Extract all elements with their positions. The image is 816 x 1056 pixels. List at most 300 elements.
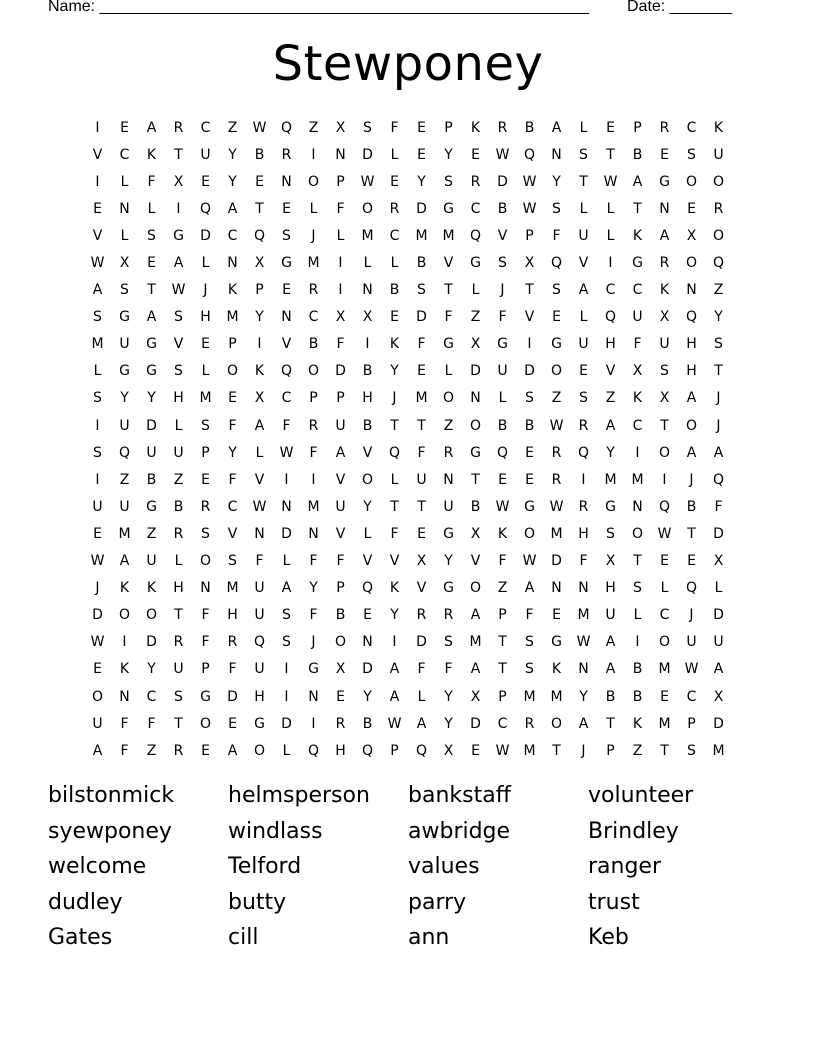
grid-letter: K bbox=[497, 525, 508, 542]
grid-letter: M bbox=[415, 390, 428, 407]
grid-letter: W bbox=[549, 498, 564, 515]
grid-letter: T bbox=[579, 173, 588, 190]
grid-letter: G bbox=[551, 634, 562, 651]
word-list-item: volunteer bbox=[588, 783, 694, 808]
grid-letter: Z bbox=[551, 390, 562, 407]
grid-letter: E bbox=[93, 525, 102, 542]
grid-letter: L bbox=[444, 363, 453, 380]
grid-letter: L bbox=[417, 688, 426, 705]
grid-letter: F bbox=[309, 553, 318, 570]
grid-letter: U bbox=[173, 444, 184, 461]
grid-letter: Q bbox=[253, 227, 266, 244]
word-list-item: syewponey bbox=[48, 818, 172, 844]
grid-letter: L bbox=[606, 227, 615, 244]
grid-letter: N bbox=[281, 498, 292, 515]
grid-letter: X bbox=[632, 363, 643, 380]
grid-letter: V bbox=[389, 553, 400, 570]
grid-letter: T bbox=[255, 200, 264, 217]
grid-letter: G bbox=[443, 336, 454, 353]
grid-letter: A bbox=[713, 661, 724, 678]
grid-letter: I bbox=[662, 471, 667, 488]
grid-letter: A bbox=[713, 444, 724, 461]
grid-letter: V bbox=[254, 471, 265, 488]
grid-letter: I bbox=[338, 282, 343, 299]
grid-letter: S bbox=[660, 363, 669, 380]
grid-letter: L bbox=[579, 200, 588, 217]
grid-letter: V bbox=[362, 553, 373, 570]
grid-letter: L bbox=[174, 417, 183, 434]
letter-grid bbox=[84, 114, 732, 764]
grid-letter: I bbox=[311, 471, 316, 488]
grid-letter: E bbox=[201, 336, 210, 353]
grid-letter: A bbox=[686, 390, 697, 407]
word-list-item: parry bbox=[408, 889, 467, 915]
grid-letter: Y bbox=[552, 173, 561, 190]
grid-letter: H bbox=[686, 363, 697, 380]
grid-letter: A bbox=[632, 173, 643, 190]
grid-letter: R bbox=[659, 119, 670, 136]
grid-letter: L bbox=[201, 363, 210, 380]
grid-letter: L bbox=[471, 282, 480, 299]
grid-letter: B bbox=[524, 417, 535, 434]
grid-letter: T bbox=[606, 715, 615, 732]
word-list-item: Gates bbox=[48, 925, 113, 950]
grid-letter: Q bbox=[469, 227, 482, 244]
grid-letter: L bbox=[201, 255, 210, 272]
grid-letter: O bbox=[307, 173, 320, 190]
grid-letter: E bbox=[228, 390, 237, 407]
grid-letter: G bbox=[254, 715, 265, 732]
grid-letter: B bbox=[146, 471, 157, 488]
grid-letter: Y bbox=[444, 715, 453, 732]
grid-letter: N bbox=[551, 580, 562, 597]
grid-letter: D bbox=[470, 363, 481, 380]
grid-letter: Y bbox=[390, 607, 399, 624]
grid-letter: L bbox=[363, 525, 372, 542]
grid-letter: F bbox=[228, 471, 237, 488]
grid-letter: G bbox=[173, 227, 184, 244]
grid-letter: S bbox=[201, 525, 210, 542]
grid-letter: S bbox=[282, 607, 291, 624]
grid-letter: E bbox=[579, 363, 588, 380]
word-list-item: butty bbox=[228, 889, 287, 915]
grid-letter: F bbox=[390, 119, 399, 136]
grid-letter: Z bbox=[146, 742, 157, 759]
grid-letter: P bbox=[336, 173, 345, 190]
grid-letter: Z bbox=[605, 390, 616, 407]
grid-letter: E bbox=[552, 309, 561, 326]
grid-letter: Q bbox=[496, 444, 509, 461]
grid-letter: O bbox=[712, 227, 725, 244]
grid-letter: V bbox=[578, 255, 589, 272]
grid-letter: J bbox=[581, 742, 586, 759]
grid-letter: X bbox=[524, 255, 535, 272]
grid-letter: Z bbox=[497, 580, 508, 597]
grid-letter: S bbox=[525, 390, 534, 407]
grid-letter: X bbox=[659, 390, 670, 407]
grid-letter: O bbox=[658, 634, 671, 651]
grid-letter: B bbox=[632, 688, 643, 705]
grid-letter: G bbox=[119, 363, 130, 380]
grid-letter: U bbox=[497, 363, 508, 380]
grid-letter: O bbox=[442, 390, 455, 407]
grid-letter: H bbox=[362, 390, 373, 407]
grid-letter: N bbox=[254, 525, 265, 542]
grid-letter: E bbox=[525, 444, 534, 461]
grid-letter: W bbox=[90, 255, 105, 272]
grid-letter: L bbox=[120, 227, 129, 244]
grid-letter: N bbox=[578, 580, 589, 597]
grid-letter: L bbox=[390, 255, 399, 272]
grid-letter: N bbox=[308, 688, 319, 705]
grid-letter: Q bbox=[280, 363, 293, 380]
grid-letter: E bbox=[93, 661, 102, 678]
grid-letter: G bbox=[443, 200, 454, 217]
grid-letter: I bbox=[95, 417, 100, 434]
grid-letter: E bbox=[606, 119, 615, 136]
grid-letter: Q bbox=[361, 580, 374, 597]
grid-letter: M bbox=[658, 661, 671, 678]
grid-letter: Y bbox=[606, 444, 615, 461]
grid-letter: R bbox=[524, 715, 535, 732]
grid-letter: N bbox=[335, 146, 346, 163]
grid-letter: I bbox=[284, 688, 289, 705]
grid-letter: P bbox=[201, 444, 210, 461]
grid-letter: S bbox=[525, 661, 534, 678]
grid-letter: F bbox=[417, 661, 426, 678]
grid-letter: B bbox=[686, 498, 697, 515]
grid-letter: U bbox=[335, 498, 346, 515]
grid-letter: D bbox=[713, 525, 724, 542]
grid-letter: R bbox=[551, 444, 562, 461]
grid-letter: I bbox=[338, 255, 343, 272]
grid-letter: R bbox=[551, 471, 562, 488]
grid-letter: S bbox=[174, 309, 183, 326]
grid-letter: D bbox=[497, 173, 508, 190]
grid-letter: V bbox=[605, 363, 616, 380]
grid-letter: M bbox=[226, 309, 239, 326]
grid-letter: E bbox=[417, 363, 426, 380]
grid-letter: O bbox=[226, 363, 239, 380]
grid-letter: A bbox=[281, 580, 292, 597]
grid-letter: B bbox=[362, 715, 373, 732]
grid-letter: W bbox=[360, 173, 375, 190]
grid-letter: F bbox=[336, 553, 345, 570]
grid-letter: B bbox=[497, 200, 508, 217]
grid-letter: R bbox=[389, 200, 400, 217]
grid-letter: J bbox=[392, 390, 397, 407]
grid-letter: T bbox=[633, 200, 642, 217]
grid-letter: V bbox=[470, 553, 481, 570]
grid-letter: I bbox=[284, 471, 289, 488]
grid-letter: A bbox=[605, 661, 616, 678]
grid-letter: K bbox=[632, 390, 643, 407]
grid-letter: O bbox=[631, 525, 644, 542]
grid-letter: X bbox=[686, 227, 697, 244]
grid-letter: P bbox=[498, 688, 507, 705]
grid-letter: M bbox=[469, 634, 482, 651]
grid-letter: Y bbox=[444, 553, 453, 570]
grid-letter: O bbox=[550, 715, 563, 732]
grid-letter: P bbox=[390, 742, 399, 759]
grid-letter: Q bbox=[361, 742, 374, 759]
grid-letter: V bbox=[281, 336, 292, 353]
grid-letter: P bbox=[336, 390, 345, 407]
grid-letter: L bbox=[660, 580, 669, 597]
grid-letter: K bbox=[632, 227, 643, 244]
grid-letter: Q bbox=[604, 309, 617, 326]
grid-letter: V bbox=[416, 580, 427, 597]
grid-letter: H bbox=[173, 580, 184, 597]
grid-letter: S bbox=[282, 634, 291, 651]
grid-letter: G bbox=[470, 255, 481, 272]
grid-letter: S bbox=[93, 390, 102, 407]
grid-letter: L bbox=[633, 607, 642, 624]
grid-letter: S bbox=[498, 255, 507, 272]
grid-letter: F bbox=[228, 661, 237, 678]
grid-letter: O bbox=[91, 688, 104, 705]
grid-letter: H bbox=[686, 336, 697, 353]
grid-letter: A bbox=[605, 634, 616, 651]
grid-letter: A bbox=[173, 255, 184, 272]
grid-letter: L bbox=[282, 742, 291, 759]
grid-letter: F bbox=[552, 227, 561, 244]
grid-letter: V bbox=[335, 471, 346, 488]
grid-letter: U bbox=[416, 471, 427, 488]
word-list-item: values bbox=[408, 854, 480, 879]
grid-letter: T bbox=[606, 146, 615, 163]
grid-letter: T bbox=[390, 417, 399, 434]
grid-letter: M bbox=[415, 227, 428, 244]
grid-letter: Q bbox=[523, 146, 536, 163]
grid-letter: Z bbox=[308, 119, 319, 136]
grid-letter: A bbox=[227, 742, 238, 759]
grid-letter: I bbox=[392, 634, 397, 651]
grid-letter: S bbox=[201, 417, 210, 434]
grid-letter: G bbox=[659, 173, 670, 190]
grid-letter: R bbox=[578, 498, 589, 515]
grid-letter: F bbox=[147, 173, 156, 190]
grid-letter: O bbox=[361, 471, 374, 488]
grid-letter: F bbox=[579, 553, 588, 570]
grid-letter: D bbox=[227, 688, 238, 705]
grid-letter: R bbox=[470, 173, 481, 190]
grid-letter: C bbox=[146, 688, 157, 705]
grid-letter: N bbox=[281, 173, 292, 190]
grid-letter: R bbox=[308, 417, 319, 434]
grid-letter: T bbox=[390, 498, 399, 515]
grid-letter: Z bbox=[443, 417, 454, 434]
grid-letter: K bbox=[119, 580, 130, 597]
grid-letter: W bbox=[495, 146, 510, 163]
grid-letter: U bbox=[254, 580, 265, 597]
grid-letter: W bbox=[603, 173, 618, 190]
grid-letter: K bbox=[659, 282, 670, 299]
grid-letter: X bbox=[173, 173, 184, 190]
grid-letter: W bbox=[252, 119, 267, 136]
grid-letter: M bbox=[577, 607, 590, 624]
grid-letter: E bbox=[282, 282, 291, 299]
grid-letter: S bbox=[147, 227, 156, 244]
grid-letter: B bbox=[605, 688, 616, 705]
grid-letter: W bbox=[90, 553, 105, 570]
grid-letter: C bbox=[227, 498, 238, 515]
grid-letter: O bbox=[199, 553, 212, 570]
grid-letter: P bbox=[201, 661, 210, 678]
grid-letter: A bbox=[686, 444, 697, 461]
grid-letter: W bbox=[252, 498, 267, 515]
word-list-item: Telford bbox=[228, 854, 302, 879]
grid-letter: U bbox=[119, 336, 130, 353]
grid-letter: H bbox=[578, 525, 589, 542]
grid-letter: Z bbox=[470, 309, 481, 326]
grid-letter: D bbox=[524, 363, 535, 380]
grid-letter: F bbox=[444, 309, 453, 326]
grid-letter: C bbox=[308, 309, 319, 326]
grid-letter: O bbox=[469, 417, 482, 434]
grid-letter: U bbox=[92, 498, 103, 515]
grid-letter: Q bbox=[388, 444, 401, 461]
grid-letter: O bbox=[469, 580, 482, 597]
grid-letter: F bbox=[228, 417, 237, 434]
grid-letter: L bbox=[147, 200, 156, 217]
grid-letter: X bbox=[335, 309, 346, 326]
grid-letter: V bbox=[227, 525, 238, 542]
grid-letter: D bbox=[713, 607, 724, 624]
grid-letter: S bbox=[606, 525, 615, 542]
grid-letter: A bbox=[92, 742, 103, 759]
grid-letter: I bbox=[311, 715, 316, 732]
grid-letter: J bbox=[689, 471, 694, 488]
grid-letter: X bbox=[470, 688, 481, 705]
grid-letter: H bbox=[254, 688, 265, 705]
grid-letter: G bbox=[443, 525, 454, 542]
grid-letter: R bbox=[659, 255, 670, 272]
grid-letter: M bbox=[442, 227, 455, 244]
grid-letter: R bbox=[578, 417, 589, 434]
grid-letter: R bbox=[173, 119, 184, 136]
grid-letter: C bbox=[200, 119, 211, 136]
grid-letter: T bbox=[174, 607, 183, 624]
grid-letter: F bbox=[255, 553, 264, 570]
grid-letter: S bbox=[525, 634, 534, 651]
grid-letter: W bbox=[522, 553, 537, 570]
grid-letter: O bbox=[253, 742, 266, 759]
grid-letter: P bbox=[336, 580, 345, 597]
grid-letter: L bbox=[255, 444, 264, 461]
grid-letter: E bbox=[363, 607, 372, 624]
grid-letter: U bbox=[335, 417, 346, 434]
grid-letter: S bbox=[552, 282, 561, 299]
grid-letter: W bbox=[387, 715, 402, 732]
grid-letter: S bbox=[282, 227, 291, 244]
grid-letter: V bbox=[92, 227, 103, 244]
grid-letter: F bbox=[336, 336, 345, 353]
grid-letter: T bbox=[147, 282, 156, 299]
grid-letter: F bbox=[282, 417, 291, 434]
grid-letter: E bbox=[660, 553, 669, 570]
grid-letter: R bbox=[497, 119, 508, 136]
grid-letter: E bbox=[417, 119, 426, 136]
grid-letter: W bbox=[549, 417, 564, 434]
grid-letter: Q bbox=[658, 498, 671, 515]
grid-letter: E bbox=[147, 255, 156, 272]
grid-letter: H bbox=[227, 607, 238, 624]
grid-letter: R bbox=[416, 607, 427, 624]
word-list-item: trust bbox=[588, 889, 640, 915]
grid-letter: S bbox=[120, 282, 129, 299]
grid-letter: I bbox=[122, 634, 127, 651]
grid-letter: E bbox=[417, 146, 426, 163]
grid-letter: P bbox=[525, 227, 534, 244]
grid-letter: R bbox=[308, 282, 319, 299]
grid-letter: G bbox=[119, 309, 130, 326]
grid-letter: D bbox=[146, 417, 157, 434]
grid-letter: S bbox=[363, 119, 372, 136]
grid-letter: E bbox=[525, 471, 534, 488]
grid-letter: P bbox=[687, 715, 696, 732]
grid-letter: N bbox=[281, 309, 292, 326]
grid-letter: M bbox=[604, 471, 617, 488]
grid-letter: I bbox=[311, 146, 316, 163]
grid-letter: O bbox=[685, 173, 698, 190]
grid-letter: D bbox=[200, 227, 211, 244]
grid-letter: O bbox=[145, 607, 158, 624]
grid-letter: O bbox=[307, 363, 320, 380]
grid-letter: U bbox=[173, 661, 184, 678]
grid-letter: U bbox=[713, 146, 724, 163]
grid-letter: F bbox=[417, 444, 426, 461]
grid-letter: A bbox=[416, 715, 427, 732]
grid-letter: I bbox=[581, 471, 586, 488]
grid-letter: Z bbox=[173, 471, 184, 488]
grid-letter: G bbox=[605, 498, 616, 515]
grid-letter: Y bbox=[147, 390, 156, 407]
grid-letter: A bbox=[551, 119, 562, 136]
word-list-item: Keb bbox=[588, 925, 629, 950]
grid-letter: Q bbox=[253, 634, 266, 651]
grid-letter: X bbox=[254, 255, 265, 272]
grid-letter: F bbox=[525, 607, 534, 624]
grid-letter: A bbox=[524, 580, 535, 597]
grid-letter: V bbox=[335, 525, 346, 542]
grid-letter: L bbox=[336, 227, 345, 244]
grid-letter: L bbox=[390, 471, 399, 488]
grid-letter: B bbox=[416, 255, 427, 272]
grid-letter: Y bbox=[120, 390, 129, 407]
grid-letter: U bbox=[713, 634, 724, 651]
grid-letter: D bbox=[146, 634, 157, 651]
grid-letter: U bbox=[254, 661, 265, 678]
grid-letter: B bbox=[470, 498, 481, 515]
grid-letter: F bbox=[309, 444, 318, 461]
grid-letter: Y bbox=[417, 173, 426, 190]
name-field: Name: _______________________________________________________ bbox=[48, 0, 589, 15]
grid-letter: B bbox=[308, 336, 319, 353]
grid-letter: N bbox=[578, 661, 589, 678]
grid-letter: R bbox=[200, 498, 211, 515]
grid-letter: U bbox=[605, 607, 616, 624]
grid-letter: X bbox=[335, 661, 346, 678]
grid-letter: I bbox=[365, 336, 370, 353]
grid-letter: K bbox=[146, 146, 157, 163]
grid-letter: O bbox=[550, 363, 563, 380]
grid-letter: N bbox=[362, 634, 373, 651]
grid-letter: F bbox=[336, 200, 345, 217]
grid-letter: E bbox=[201, 173, 210, 190]
grid-letter: X bbox=[470, 336, 481, 353]
grid-letter: Q bbox=[307, 742, 320, 759]
